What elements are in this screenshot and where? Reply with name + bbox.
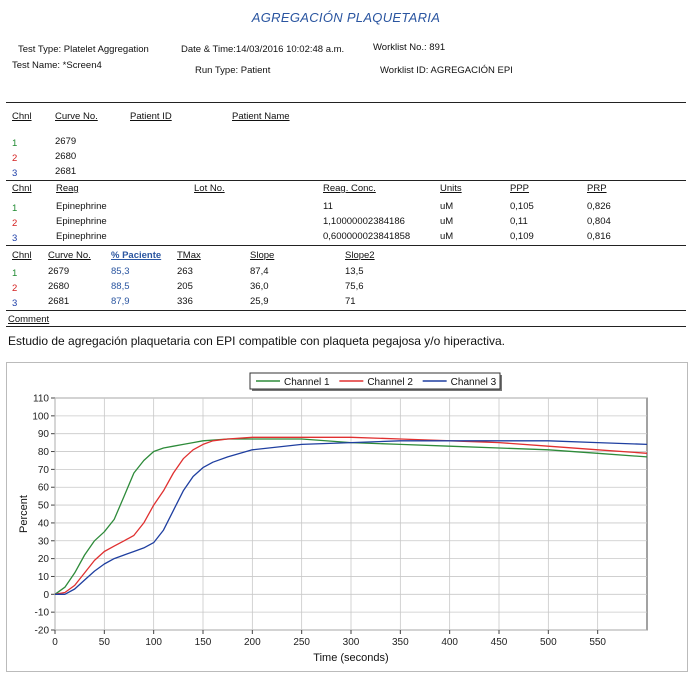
y-axis-label: Percent: [18, 495, 30, 533]
x-tick-label: 450: [490, 637, 508, 648]
col-header-lot: Lot No.: [194, 183, 225, 194]
y-tick-label: 60: [37, 482, 49, 494]
x-tick-label: 50: [98, 637, 110, 648]
chnl-3: 3: [12, 298, 18, 309]
x-tick-label: 300: [342, 637, 360, 648]
chnl-2: 2: [12, 283, 18, 294]
slope2: 75,6: [345, 281, 364, 292]
col-header-conc: Reag. Conc.: [323, 183, 376, 194]
y-tick-label: 70: [37, 464, 49, 476]
col-header-curve: Curve No.: [55, 111, 98, 122]
worklist-no: Worklist No.: 891: [373, 42, 446, 53]
date-time: Date & Time:14/03/2016 10:02:48 a.m.: [181, 44, 345, 55]
y-tick-label: 40: [37, 518, 49, 530]
aggregation-chart: [7, 363, 687, 671]
chnl-3: 3: [12, 233, 18, 244]
reag: Epinephrine: [56, 216, 107, 227]
col-header-patient-id: Patient ID: [130, 111, 172, 122]
curve-no: 2679: [55, 136, 77, 147]
legend-label-channel-1: Channel 1: [284, 377, 330, 388]
run-type: Run Type: Patient: [195, 65, 271, 76]
prp: 0,804: [587, 216, 611, 227]
divider: [6, 180, 686, 181]
x-tick-label: 150: [194, 637, 212, 648]
y-tick-label: 50: [37, 500, 49, 512]
chnl-2: 2: [12, 218, 18, 229]
col-header-curve: Curve No.: [48, 250, 91, 261]
col-header-ppp: PPP: [510, 183, 530, 194]
y-tick-label: 100: [32, 411, 49, 423]
curve-no: 2680: [48, 281, 70, 292]
reag-conc: 0,600000023841858: [323, 231, 411, 242]
x-tick-label: 0: [52, 637, 58, 648]
ppp: 0,105: [510, 201, 534, 212]
legend-label-channel-3: Channel 3: [450, 377, 497, 388]
col-header-chnl: Chnl: [12, 183, 32, 194]
divider: [6, 326, 686, 327]
chnl-2: 2: [12, 153, 18, 164]
divider: [6, 310, 686, 311]
prp: 0,826: [587, 201, 611, 212]
col-header-chnl: Chnl: [12, 250, 32, 261]
y-tick-label: 30: [37, 536, 49, 548]
prp: 0,816: [587, 231, 611, 242]
units: uM: [440, 201, 454, 212]
col-header-chnl: Chnl: [12, 111, 32, 122]
y-tick-label: 10: [37, 571, 49, 583]
reag-conc: 1,10000002384186: [323, 216, 405, 227]
y-tick-label: 110: [33, 393, 49, 405]
ppp: 0,109: [510, 231, 534, 242]
divider: [6, 245, 686, 246]
divider: [6, 102, 686, 103]
x-tick-label: 350: [391, 637, 409, 648]
reag: Epinephrine: [56, 231, 107, 242]
units: uM: [440, 231, 454, 242]
tmax: 205: [177, 281, 193, 292]
reag-conc: 11: [323, 201, 333, 212]
x-axis-label: Time (seconds): [313, 652, 389, 664]
worklist-id: Worklist ID: AGREGACIÓN EPI: [380, 65, 513, 76]
slope2: 13,5: [345, 266, 364, 277]
y-tick-label: 80: [37, 447, 49, 459]
x-tick-label: 500: [539, 637, 557, 648]
slope: 36,0: [250, 281, 269, 292]
chart-frame: [6, 362, 688, 672]
report-title: AGREGACIÓN PLAQUETARIA: [251, 10, 441, 25]
curve-no: 2681: [48, 296, 70, 307]
y-tick-label: -10: [34, 607, 49, 619]
x-tick-label: 100: [145, 637, 163, 648]
comment-label: Comment: [8, 314, 50, 325]
slope: 25,9: [250, 296, 269, 307]
chnl-1: 1: [12, 203, 18, 214]
x-tick-label: 550: [589, 637, 607, 648]
tmax: 336: [177, 296, 193, 307]
curve-no: 2681: [55, 166, 77, 177]
y-tick-label: -20: [34, 625, 49, 637]
test-name: Test Name: *Screen4: [12, 60, 102, 71]
slope: 87,4: [250, 266, 269, 277]
col-header-pct-paciente: % Paciente: [111, 250, 162, 261]
col-header-reag: Reag: [56, 183, 79, 194]
test-type: Test Type: Platelet Aggregation: [18, 44, 149, 55]
col-header-slope2: Slope2: [345, 250, 375, 261]
curve-no: 2680: [55, 151, 77, 162]
ppp: 0,11: [510, 216, 528, 227]
slope2: 71: [345, 296, 356, 307]
comment-text: Estudio de agregación plaquetaria con EPI compatible con plaqueta pegajosa y/o hiperactiva.: [8, 334, 505, 348]
chnl-1: 1: [12, 268, 18, 279]
legend-label-channel-2: Channel 2: [367, 377, 413, 388]
pct-paciente: 85,3: [111, 266, 130, 277]
col-header-prp: PRP: [587, 183, 607, 194]
chnl-3: 3: [12, 168, 18, 179]
reag: Epinephrine: [56, 201, 107, 212]
x-tick-label: 200: [243, 637, 261, 648]
pct-paciente: 87,9: [111, 296, 130, 307]
tmax: 263: [177, 266, 193, 277]
col-header-slope: Slope: [250, 250, 275, 261]
col-header-patient-name: Patient Name: [232, 111, 290, 122]
y-tick-label: 90: [37, 429, 49, 441]
x-tick-label: 250: [293, 637, 311, 648]
x-tick-label: 400: [441, 637, 459, 648]
col-header-units: Units: [440, 183, 462, 194]
chnl-1: 1: [12, 138, 18, 149]
units: uM: [440, 216, 454, 227]
y-tick-label: 0: [43, 589, 49, 601]
pct-paciente: 88,5: [111, 281, 130, 292]
curve-no: 2679: [48, 266, 70, 277]
y-tick-label: 20: [37, 554, 49, 566]
col-header-tmax: TMax: [177, 250, 201, 261]
